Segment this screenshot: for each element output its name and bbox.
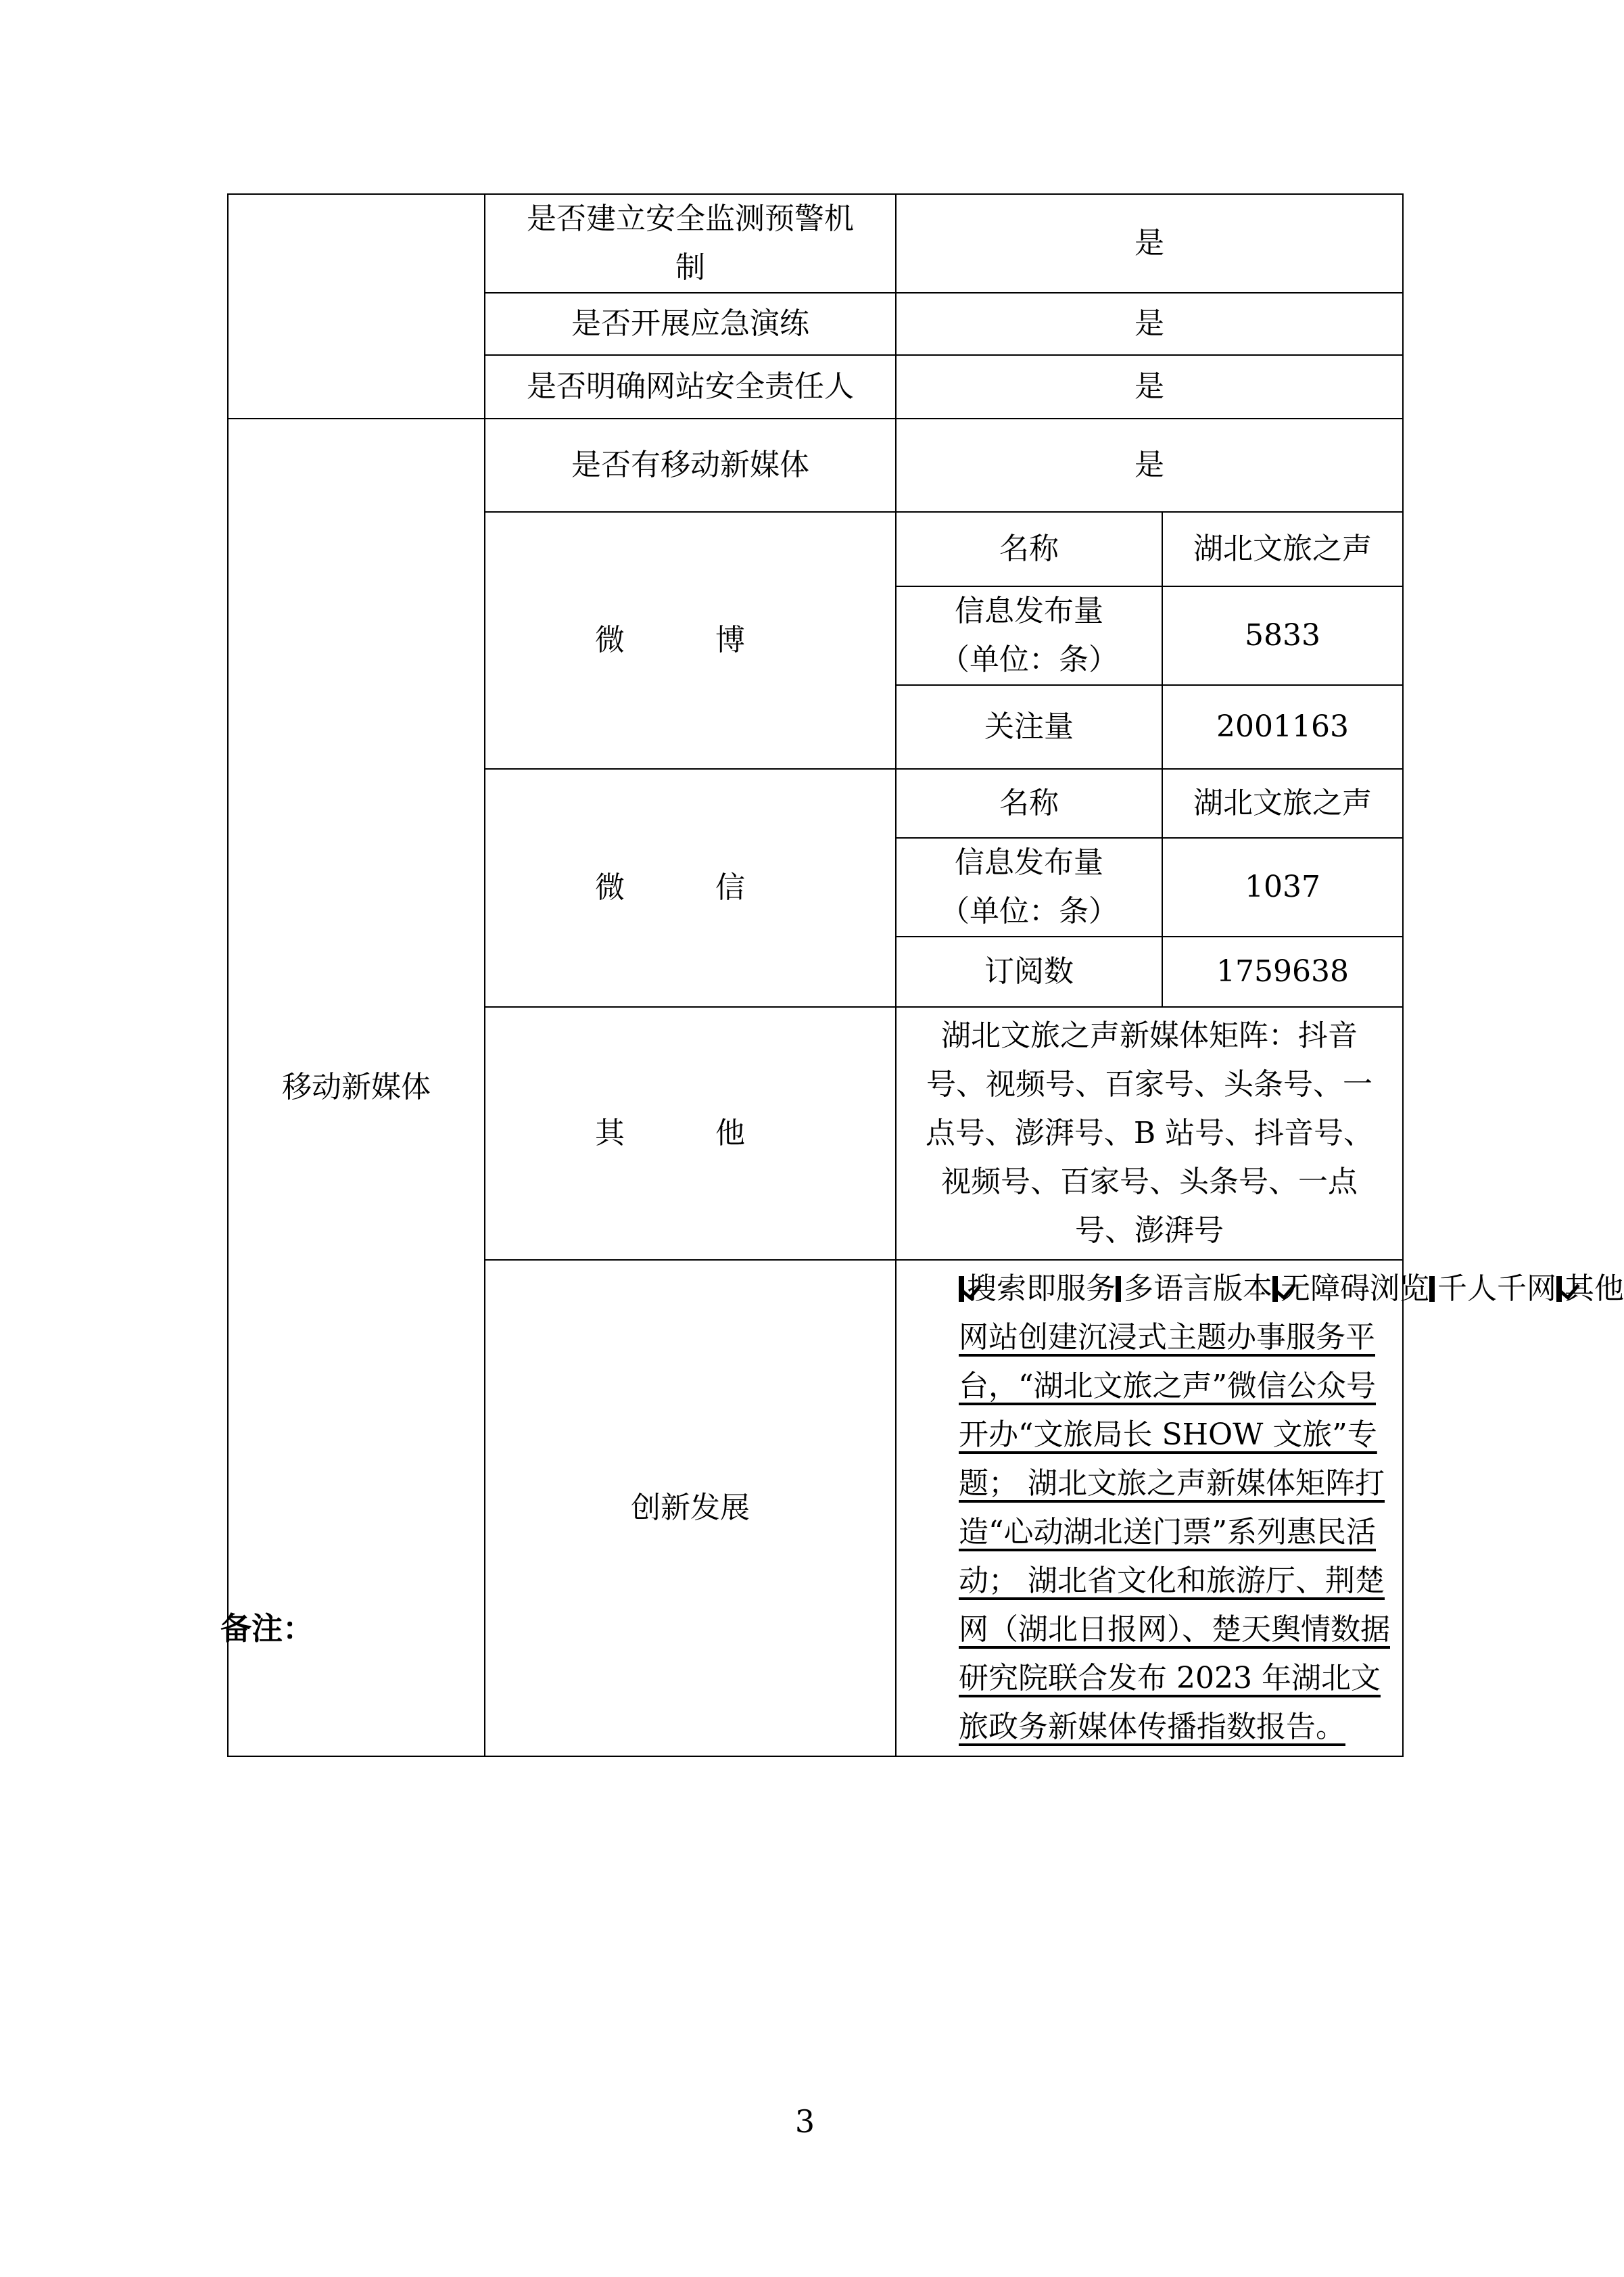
field-value: 湖北文旅之声 xyxy=(1162,512,1403,586)
field-label: 名称 xyxy=(896,512,1162,586)
field-value: 1759638 xyxy=(1162,937,1403,1007)
mobile-section-label: 移动新媒体 xyxy=(228,419,485,1756)
option-label: 其他 xyxy=(1565,1271,1624,1306)
wechat-label: 微 信 xyxy=(485,769,896,1007)
option-label: 无障碍浏览 xyxy=(1281,1271,1429,1306)
security-section-cell xyxy=(228,194,485,419)
checkbox-icon[interactable] xyxy=(1272,1276,1278,1302)
field-value: 湖北文旅之声 xyxy=(1162,769,1403,838)
checkbox-icon[interactable] xyxy=(959,1276,964,1302)
other-label: 其 他 xyxy=(485,1007,896,1260)
innovation-cell xyxy=(896,1260,1624,1756)
answer-cell: 是 xyxy=(896,419,1403,512)
report-table xyxy=(227,193,1624,1757)
option-label: 千人千网 xyxy=(1437,1271,1556,1306)
field-label: 名称 xyxy=(896,769,1162,838)
innovation-options xyxy=(959,1265,1624,1313)
field-value: 1037 xyxy=(1162,838,1403,937)
question-cell: 是否开展应急演练 xyxy=(485,293,896,355)
page-number: 3 xyxy=(794,2103,815,2140)
question-cell: 是否建立安全监测预警机制 xyxy=(485,194,896,293)
option-label: 搜索即服务 xyxy=(967,1271,1116,1306)
checkbox-icon[interactable] xyxy=(1556,1276,1562,1302)
innovation-section-label: 创新发展 xyxy=(485,1260,896,1756)
answer-cell: 是 xyxy=(896,355,1403,419)
checkbox-icon[interactable] xyxy=(1116,1276,1121,1302)
note-label: 备注： xyxy=(220,1610,314,1647)
answer-cell: 是 xyxy=(896,194,1403,293)
field-value: 5833 xyxy=(1162,586,1403,685)
weibo-label: 微 博 xyxy=(485,512,896,769)
answer-cell: 是 xyxy=(896,293,1403,355)
other-media-list: 湖北文旅之声新媒体矩阵：抖音号、视频号、百家号、头条号、一点号、澎湃号、B 站号、抖音号、视频号、百家号、头条号、一点号、澎湃号 xyxy=(896,1007,1403,1260)
field-value: 2001163 xyxy=(1162,685,1403,769)
option-label: 多语言版本 xyxy=(1124,1271,1272,1306)
field-label: 订阅数 xyxy=(896,937,1162,1007)
field-label: 信息发布量（单位：条） xyxy=(896,586,1162,685)
field-label: 信息发布量（单位：条） xyxy=(896,838,1162,937)
question-cell: 是否有移动新媒体 xyxy=(485,419,896,512)
field-label: 关注量 xyxy=(896,685,1162,769)
innovation-description: 网站创建沉浸式主题办事服务平台，“湖北文旅之声”微信公众号开办“文旅局长 SHOW 文旅”专题； 湖北文旅之声新媒体矩阵打造“心动湖北送门票”系列惠民活动； 湖北省文化和旅游厅、荆楚网（湖北日报网）、楚天舆情数据研究院联合发布 2023 年湖北文旅政务新媒体传播指数报告。 xyxy=(959,1320,1390,1744)
checkbox-icon[interactable] xyxy=(1429,1276,1435,1302)
question-cell: 是否明确网站安全责任人 xyxy=(485,355,896,419)
